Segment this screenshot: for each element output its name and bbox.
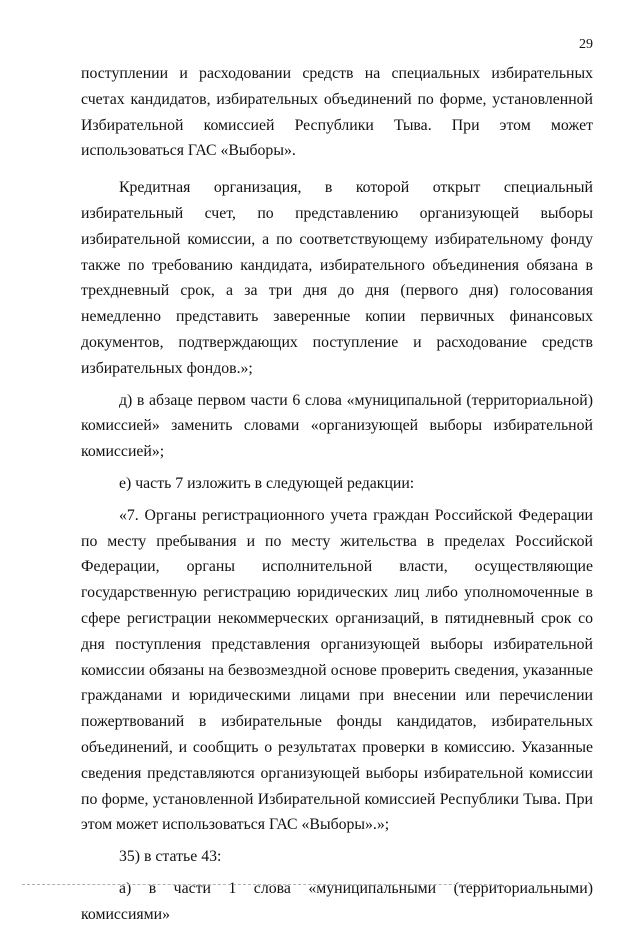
paragraph-credit-organization: Кредитная организация, в которой открыт специальный избирательный счет, по представлению организующей выборы избирательной комиссии, а по соответствующему избирательному фонду также по требованию кандидата, избирательного объединения обязана в трехдневный срок, а за три дня до дня (первого дня) голосования немедленно представить заверенные копии первичных финансовых документов, подтверждающих поступление и расходование средств избирательных фондов.»; bbox=[81, 179, 593, 377]
paragraph-part-7: «7. Органы регистрационного учета граждан Российской Федерации по месту пребывания и по месту жительства в пределах Российской Федерации, органы исполнительной власти, осуществляющие государственную регистрацию юридических лиц либо уполномоченные в сфере регистрации некоммерческих организаций, в пятидневный срок со дня поступления представления организующей выборы избирательной комиссии обязаны на безвозмездной основе проверить сведения, указанные гражданами и юридическими лицами при внесении или перечислении пожертвований в избирательные фонды кандидатов, избирательных объединений, и сообщить о результатах проверки в комиссию. Указанные сведения представляются организующей выборы избирательной комиссии по форме, установленной Избирательной комиссией Республики Тыва. При этом может использоваться ГАС «Выборы».»; bbox=[81, 506, 593, 834]
bottom-divider bbox=[22, 884, 502, 885]
paragraph-item-e: е) часть 7 изложить в следующей редакции: bbox=[119, 474, 415, 492]
page-number: 29 bbox=[579, 37, 593, 52]
paragraph-item-d: д) в абзаце первом части 6 слова «муниципальной (территориальной) комиссией» заменить словами «организующей выборы избирательной комиссией»; bbox=[81, 391, 593, 461]
paragraph-continuation: поступлении и расходовании средств на специальных избирательных счетах кандидатов, избирательных объединений по форме, установленной Избирательной комиссией Республики Тыва. При этом может использоваться ГАС «Выборы». bbox=[81, 65, 593, 160]
paragraph-item-a: а) в части 1 слова «муниципальными (территориальными) комиссиями» bbox=[81, 879, 593, 923]
paragraph-item-35: 35) в статье 43: bbox=[119, 848, 222, 866]
document-body bbox=[81, 61, 593, 928]
